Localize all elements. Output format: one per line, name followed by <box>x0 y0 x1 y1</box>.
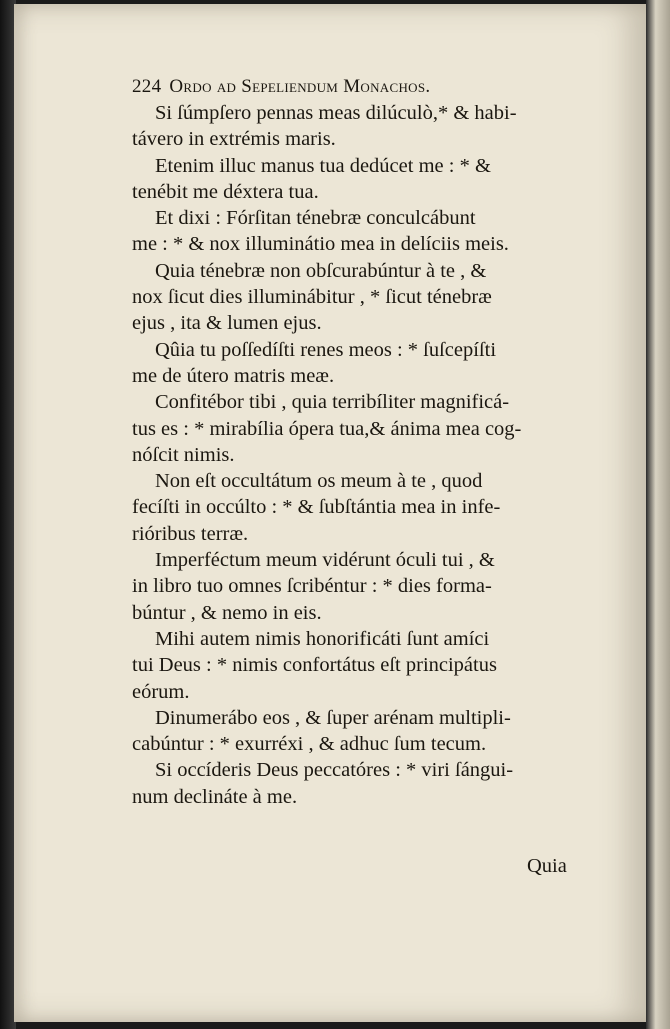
verse-line: Confitébor tibi , quia terribíliter magnificá- <box>155 391 510 414</box>
verse-line: rióribus terræ. <box>132 522 249 545</box>
verse-line: Qûia tu poſſedíſti renes meos : * ſuſcepíſti <box>155 338 497 361</box>
page-number: 224 <box>132 76 162 97</box>
verse-line: tenébit me déxtera tua. <box>132 180 319 203</box>
verse-line: num declináte à me. <box>132 785 298 808</box>
page-edge <box>646 0 670 1029</box>
running-title: Ordo ad Sepeliendum Monachos. <box>169 76 431 97</box>
verse-line: fecíſti in occúlto : * & ſubſtántia mea in infe- <box>132 496 501 519</box>
verse-line: Imperféctum meum vidérunt óculi tui , & <box>155 549 495 572</box>
verse-line: tui Deus : * nimis confortátus eſt principátus <box>132 654 497 677</box>
verse-line: nox ſicut dies illuminábitur , * ſicut ténebræ <box>132 286 492 309</box>
verse-line: Etenim illuc manus tua dedúcet me : * & <box>155 154 491 177</box>
psalm-text <box>132 100 602 810</box>
verse-line: me : * & nox illuminátio mea in delíciis meis. <box>132 233 509 256</box>
verse-line: Non eſt occultátum os meum à te , quod <box>155 470 483 493</box>
catchword: Quia <box>527 855 567 877</box>
verse-line: Si ſúmpſero pennas meas dilúculò,* & habi- <box>155 102 517 124</box>
verse-line: Dinumerábo eos , & ſuper arénam multipli- <box>155 706 511 729</box>
verse-line: Mihi autem nimis honorificáti ſunt amíci <box>155 627 490 650</box>
running-head <box>132 74 602 100</box>
verse-line: búntur , & nemo in eis. <box>132 601 322 624</box>
verse-line: Si occíderis Deus peccatóres : * viri ſángui- <box>155 759 514 782</box>
verse-line: tus es : * mirabília ópera tua,& ánima mea cog- <box>132 417 522 440</box>
verse-line: me de útero matris meæ. <box>132 364 335 387</box>
text-block <box>132 74 602 810</box>
verse-line: cabúntur : * exurréxi , & adhuc ſum tecum. <box>132 733 487 756</box>
verse-line: eórum. <box>132 680 190 703</box>
verse-line: Et dixi : Fórſitan ténebræ conculcábunt <box>155 207 476 230</box>
verse-line: Quia ténebræ non obſcurabúntur à te , & <box>155 259 487 282</box>
verse-line: nóſcit nimis. <box>132 443 235 466</box>
verse-line: ejus , ita & lumen ejus. <box>132 312 322 335</box>
verse-line: távero in extrémis maris. <box>132 128 336 151</box>
verse-line: in libro tuo omnes ſcribéntur : * dies forma- <box>132 575 492 598</box>
